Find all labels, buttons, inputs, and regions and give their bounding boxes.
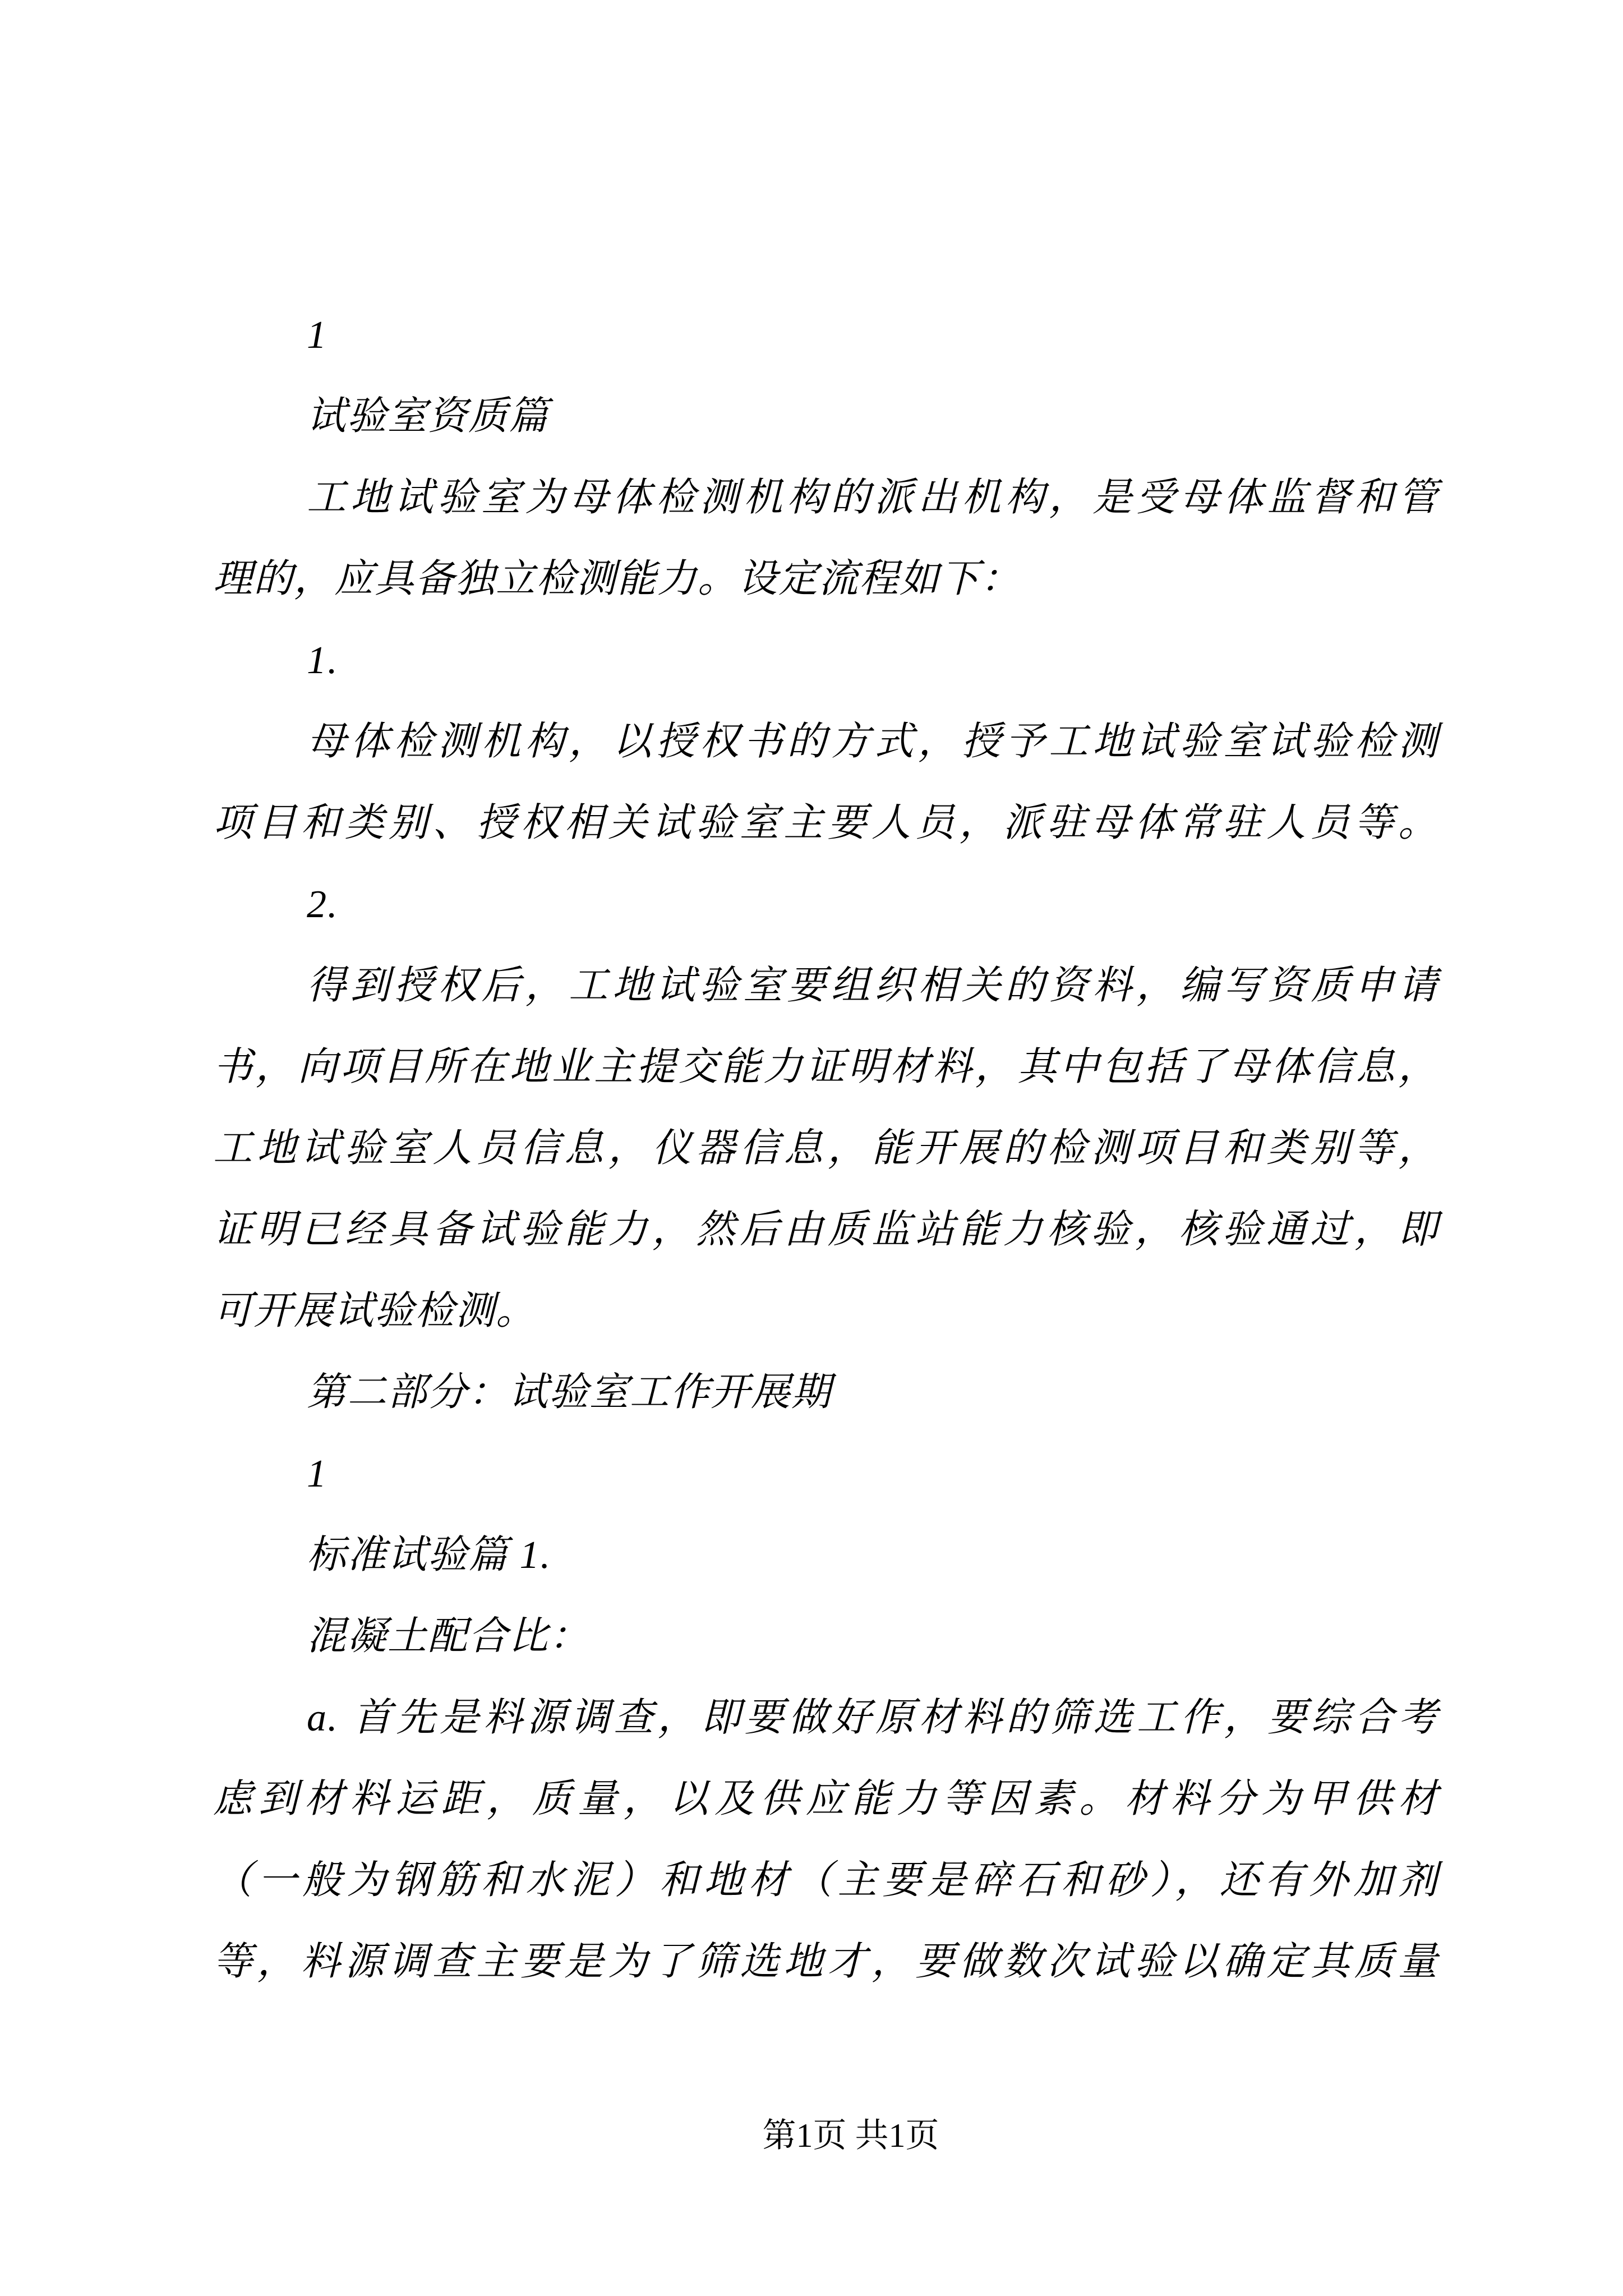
document-body <box>213 295 1438 2003</box>
text-line: 得到授权后，工地试验室要组织相关的资料，编写资质申请 <box>307 964 1438 1007</box>
text-line: 1. <box>307 639 339 682</box>
text-line: 1 <box>307 1452 328 1496</box>
text-line: 试验室资质篇 <box>307 395 549 438</box>
text-line: 混凝土配合比： <box>307 1615 589 1658</box>
text-line: 标准试验篇 1. <box>307 1534 551 1577</box>
text-line: （一般为钢筋和水泥）和地材（主要是碎石和砂），还有外加剂 <box>213 1859 1438 1902</box>
text-line: 可开展试验检测。 <box>213 1290 536 1333</box>
text-line: 虑到材料运距，质量，以及供应能力等因素。材料分为甲供材 <box>213 1778 1438 1821</box>
text-line: 项目和类别、授权相关试验室主要人员，派驻母体常驻人员等。 <box>213 802 1438 845</box>
text-line: 理的，应具备独立检测能力。设定流程如下： <box>213 558 1021 601</box>
text-line: 工地试验室为母体检测机构的派出机构，是受母体监督和管 <box>307 476 1438 519</box>
text-line: 母体检测机构，以授权书的方式，授予工地试验室试验检测 <box>307 720 1438 763</box>
text-line: a. 首先是料源调查，即要做好原材料的筛选工作，要综合考 <box>307 1696 1438 1740</box>
text-line: 2. <box>307 883 339 926</box>
text-line: 书，向项目所在地业主提交能力证明材料，其中包括了母体信息， <box>213 1046 1438 1089</box>
text-line: 第二部分：试验室工作开展期 <box>307 1371 832 1414</box>
footer-page-indicator: 第1页 共1页 <box>762 2117 939 2154</box>
page-footer <box>0 2110 1623 2161</box>
text-line: 1 <box>307 314 328 357</box>
text-line: 证明已经具备试验能力，然后由质监站能力核验，核验通过，即 <box>213 1208 1438 1251</box>
text-line: 等，料源调查主要是为了筛选地才，要做数次试验以确定其质量 <box>213 1940 1438 1984</box>
text-line: 工地试验室人员信息，仪器信息，能开展的检测项目和类别等， <box>213 1127 1438 1170</box>
